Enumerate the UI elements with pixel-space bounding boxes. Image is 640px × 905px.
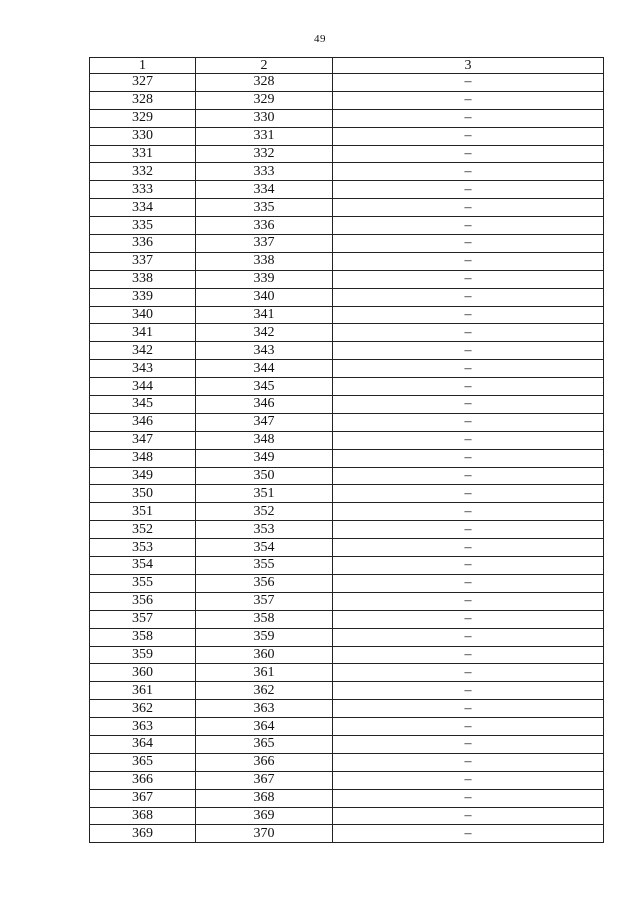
table-row	[90, 181, 604, 199]
table-cell-number: 370	[196, 825, 333, 843]
table-cell-number: 366	[90, 771, 196, 789]
table-cell-number: 345	[90, 396, 196, 414]
table-row	[90, 163, 604, 181]
table-cell-number: 369	[90, 825, 196, 843]
table-cell-number: 348	[196, 431, 333, 449]
table-cell-number: 353	[90, 539, 196, 557]
table-row	[90, 539, 604, 557]
table-cell-number: 356	[196, 574, 333, 592]
table-cell-number: 328	[196, 74, 333, 92]
table-row	[90, 74, 604, 92]
table-cell-number: 329	[196, 91, 333, 109]
table-body	[90, 74, 604, 843]
table-cell-dash: –	[333, 485, 604, 503]
table-cell-number: 367	[90, 789, 196, 807]
table-row	[90, 825, 604, 843]
table-cell-number: 356	[90, 592, 196, 610]
table-cell-number: 330	[90, 127, 196, 145]
table-cell-number: 357	[196, 592, 333, 610]
table-cell-dash: –	[333, 413, 604, 431]
table-cell-number: 343	[196, 342, 333, 360]
table-row	[90, 557, 604, 575]
table-cell-number: 361	[196, 664, 333, 682]
table-row	[90, 360, 604, 378]
table-cell-number: 346	[90, 413, 196, 431]
table-cell-number: 338	[90, 270, 196, 288]
table-cell-dash: –	[333, 109, 604, 127]
table-cell-number: 330	[196, 109, 333, 127]
table-cell-number: 336	[90, 235, 196, 253]
table-cell-number: 341	[196, 306, 333, 324]
table-row	[90, 753, 604, 771]
table-cell-dash: –	[333, 396, 604, 414]
table-cell-number: 340	[196, 288, 333, 306]
column-header-1: 1	[90, 58, 196, 74]
table-row	[90, 109, 604, 127]
table-cell-number: 360	[90, 664, 196, 682]
table-cell-dash: –	[333, 378, 604, 396]
table-cell-number: 369	[196, 807, 333, 825]
table-cell-number: 332	[196, 145, 333, 163]
table-cell-dash: –	[333, 199, 604, 217]
table-cell-number: 363	[196, 700, 333, 718]
table-cell-number: 337	[90, 252, 196, 270]
table-row	[90, 789, 604, 807]
table-cell-number: 355	[90, 574, 196, 592]
table-cell-dash: –	[333, 682, 604, 700]
table-row	[90, 628, 604, 646]
table-cell-dash: –	[333, 360, 604, 378]
table-cell-dash: –	[333, 735, 604, 753]
table-cell-dash: –	[333, 700, 604, 718]
table-row	[90, 396, 604, 414]
table-row	[90, 735, 604, 753]
table-row	[90, 324, 604, 342]
table-row	[90, 342, 604, 360]
table-cell-number: 336	[196, 217, 333, 235]
table-cell-dash: –	[333, 181, 604, 199]
table-cell-number: 363	[90, 718, 196, 736]
table-cell-dash: –	[333, 145, 604, 163]
table-cell-dash: –	[333, 91, 604, 109]
table-cell-dash: –	[333, 324, 604, 342]
table-cell-number: 332	[90, 163, 196, 181]
table-cell-dash: –	[333, 521, 604, 539]
table-cell-dash: –	[333, 235, 604, 253]
table-cell-dash: –	[333, 718, 604, 736]
table-cell-number: 352	[90, 521, 196, 539]
table-cell-dash: –	[333, 771, 604, 789]
table-row	[90, 610, 604, 628]
table-cell-number: 331	[196, 127, 333, 145]
table-cell-dash: –	[333, 467, 604, 485]
table-cell-number: 359	[196, 628, 333, 646]
table-cell-number: 360	[196, 646, 333, 664]
table-cell-dash: –	[333, 270, 604, 288]
table-cell-dash: –	[333, 503, 604, 521]
table-cell-dash: –	[333, 163, 604, 181]
table-cell-dash: –	[333, 664, 604, 682]
table-row	[90, 127, 604, 145]
table-row	[90, 467, 604, 485]
table-cell-number: 335	[196, 199, 333, 217]
table-cell-dash: –	[333, 252, 604, 270]
table-row	[90, 771, 604, 789]
table-cell-number: 368	[90, 807, 196, 825]
table-cell-dash: –	[333, 74, 604, 92]
table-cell-number: 342	[90, 342, 196, 360]
table-cell-number: 334	[90, 199, 196, 217]
table-cell-number: 354	[196, 539, 333, 557]
table-cell-number: 364	[196, 718, 333, 736]
table-row	[90, 217, 604, 235]
column-header-2: 2	[196, 58, 333, 74]
table-cell-dash: –	[333, 127, 604, 145]
table-cell-number: 358	[196, 610, 333, 628]
table-cell-number: 352	[196, 503, 333, 521]
table-row	[90, 235, 604, 253]
table-cell-number: 347	[90, 431, 196, 449]
table-cell-dash: –	[333, 592, 604, 610]
table-cell-number: 362	[90, 700, 196, 718]
table-cell-number: 349	[196, 449, 333, 467]
table-cell-number: 343	[90, 360, 196, 378]
table-cell-number: 331	[90, 145, 196, 163]
table-cell-number: 340	[90, 306, 196, 324]
table-cell-number: 351	[196, 485, 333, 503]
table-row	[90, 503, 604, 521]
table-cell-dash: –	[333, 288, 604, 306]
table-row	[90, 449, 604, 467]
table-cell-number: 350	[196, 467, 333, 485]
table-row	[90, 145, 604, 163]
table-row	[90, 521, 604, 539]
table-row	[90, 592, 604, 610]
table-row	[90, 413, 604, 431]
table-cell-dash: –	[333, 449, 604, 467]
table-row	[90, 91, 604, 109]
table-cell-number: 357	[90, 610, 196, 628]
table-cell-number: 367	[196, 771, 333, 789]
table-row	[90, 807, 604, 825]
table-cell-number: 355	[196, 557, 333, 575]
table-row	[90, 306, 604, 324]
table-cell-number: 342	[196, 324, 333, 342]
table-cell-number: 335	[90, 217, 196, 235]
table-cell-number: 365	[90, 753, 196, 771]
table-row	[90, 682, 604, 700]
table-cell-dash: –	[333, 646, 604, 664]
table-cell-dash: –	[333, 557, 604, 575]
table-cell-dash: –	[333, 789, 604, 807]
table-cell-number: 348	[90, 449, 196, 467]
table-cell-dash: –	[333, 574, 604, 592]
table-cell-number: 328	[90, 91, 196, 109]
table-row	[90, 485, 604, 503]
table-cell-number: 337	[196, 235, 333, 253]
table-cell-dash: –	[333, 825, 604, 843]
table-cell-number: 349	[90, 467, 196, 485]
table-cell-dash: –	[333, 628, 604, 646]
table-cell-number: 358	[90, 628, 196, 646]
table-row	[90, 252, 604, 270]
column-header-3: 3	[333, 58, 604, 74]
table-cell-number: 344	[196, 360, 333, 378]
table-cell-number: 345	[196, 378, 333, 396]
table-cell-number: 346	[196, 396, 333, 414]
data-table	[89, 57, 604, 843]
table-cell-number: 338	[196, 252, 333, 270]
table-cell-dash: –	[333, 342, 604, 360]
page-number: 49	[314, 33, 326, 45]
table-cell-number: 362	[196, 682, 333, 700]
table-cell-number: 350	[90, 485, 196, 503]
table-row	[90, 378, 604, 396]
table-row	[90, 574, 604, 592]
table-cell-number: 361	[90, 682, 196, 700]
table-cell-dash: –	[333, 431, 604, 449]
table-row	[90, 199, 604, 217]
table-cell-number: 329	[90, 109, 196, 127]
table-cell-number: 347	[196, 413, 333, 431]
table-cell-dash: –	[333, 753, 604, 771]
table-row	[90, 270, 604, 288]
table-cell-number: 327	[90, 74, 196, 92]
table-cell-number: 334	[196, 181, 333, 199]
table-header-row	[90, 58, 604, 74]
table-row	[90, 288, 604, 306]
table-cell-number: 354	[90, 557, 196, 575]
table-cell-number: 364	[90, 735, 196, 753]
table-cell-number: 353	[196, 521, 333, 539]
table-cell-number: 333	[196, 163, 333, 181]
table-cell-number: 339	[90, 288, 196, 306]
table-row	[90, 718, 604, 736]
table-cell-dash: –	[333, 539, 604, 557]
table-cell-dash: –	[333, 217, 604, 235]
table-cell-dash: –	[333, 306, 604, 324]
table-cell-number: 366	[196, 753, 333, 771]
table-cell-number: 359	[90, 646, 196, 664]
table-cell-dash: –	[333, 610, 604, 628]
table-cell-number: 368	[196, 789, 333, 807]
table-row	[90, 664, 604, 682]
table-row	[90, 700, 604, 718]
table-cell-number: 339	[196, 270, 333, 288]
table-cell-number: 344	[90, 378, 196, 396]
table-cell-number: 365	[196, 735, 333, 753]
table-cell-number: 351	[90, 503, 196, 521]
table-cell-number: 341	[90, 324, 196, 342]
table-row	[90, 431, 604, 449]
table-cell-number: 333	[90, 181, 196, 199]
table-cell-dash: –	[333, 807, 604, 825]
table-row	[90, 646, 604, 664]
